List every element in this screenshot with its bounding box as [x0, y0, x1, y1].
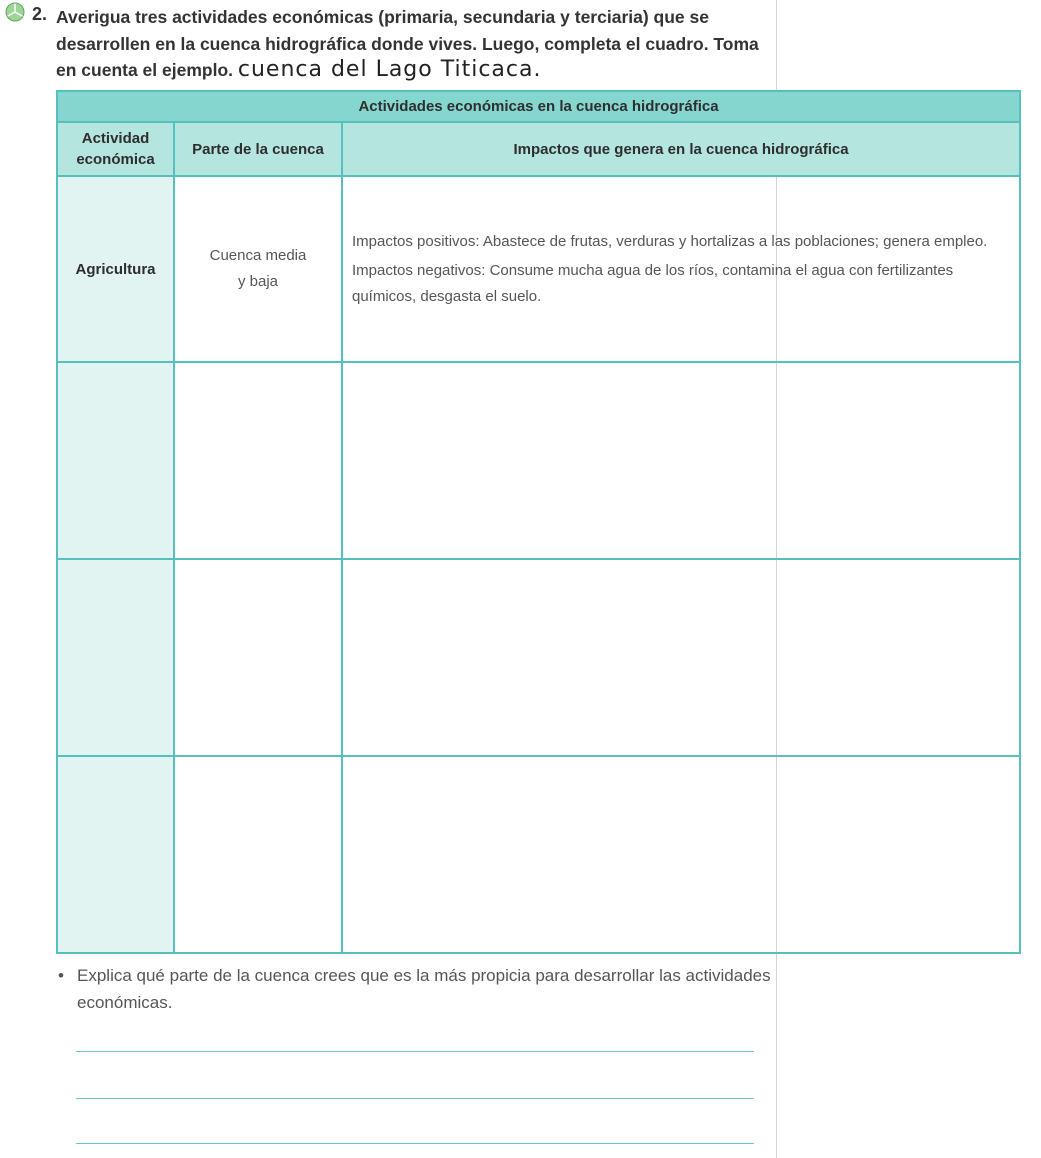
activity-cell-3[interactable]: [57, 756, 174, 953]
bullet-icon: •: [58, 966, 64, 985]
task-instruction: [56, 4, 768, 84]
part-cell-1[interactable]: [174, 362, 342, 559]
example-activity-cell: Agricultura: [57, 176, 174, 362]
example-impacts-cell: [342, 176, 1020, 362]
example-row: [57, 176, 1020, 362]
task-number: 2.: [32, 4, 48, 24]
impacts-cell-3[interactable]: [342, 756, 1020, 953]
header-part: Parte de la cuenca: [174, 122, 342, 176]
handwritten-answer: cuenca del Lago Titicaca.: [237, 57, 542, 82]
empty-row-2: [57, 559, 1020, 756]
empty-row-1: [57, 362, 1020, 559]
green-circle-icon: [5, 2, 25, 22]
answer-line-1[interactable]: [76, 1051, 754, 1052]
activity-cell-2[interactable]: [57, 559, 174, 756]
header-activity: Actividad económica: [57, 122, 174, 176]
impacts-cell-1[interactable]: [342, 362, 1020, 559]
economic-activities-table: [56, 90, 1021, 954]
answer-line-2[interactable]: [76, 1098, 754, 1099]
empty-row-3: [57, 756, 1020, 953]
part-cell-2[interactable]: [174, 559, 342, 756]
example-part-cell: [174, 176, 342, 362]
question-text: Explica qué parte de la cuenca crees que es la más propicia para desarrollar las actividades económicas.: [77, 966, 771, 1012]
negative-impacts: Impactos negativos: Consume mucha agua de los ríos, contamina el agua con fertilizantes químicos, desgasta el suelo.: [352, 261, 954, 305]
example-part-line2: y baja: [237, 273, 279, 290]
example-part-line1: Cuenca media: [209, 247, 307, 264]
header-impacts: Impactos que genera en la cuenca hidrográfica: [342, 122, 1020, 176]
instruction-text: Averigua tres actividades económicas (primaria, secundaria y terciaria) que se desarrollen en la cuenca hidrográfica donde vives. Luego, completa el cuadro. Toma en cuenta el ejemplo.: [56, 7, 759, 80]
answer-line-3[interactable]: [76, 1143, 754, 1144]
part-cell-3[interactable]: [174, 756, 342, 953]
positive-impacts: Impactos positivos: Abastece de frutas, verduras y hortalizas a las poblaciones; genera empleo.: [352, 232, 988, 250]
impacts-cell-2[interactable]: [342, 559, 1020, 756]
activity-cell-1[interactable]: [57, 362, 174, 559]
table-title: Actividades económicas en la cuenca hidrográfica: [57, 91, 1020, 122]
